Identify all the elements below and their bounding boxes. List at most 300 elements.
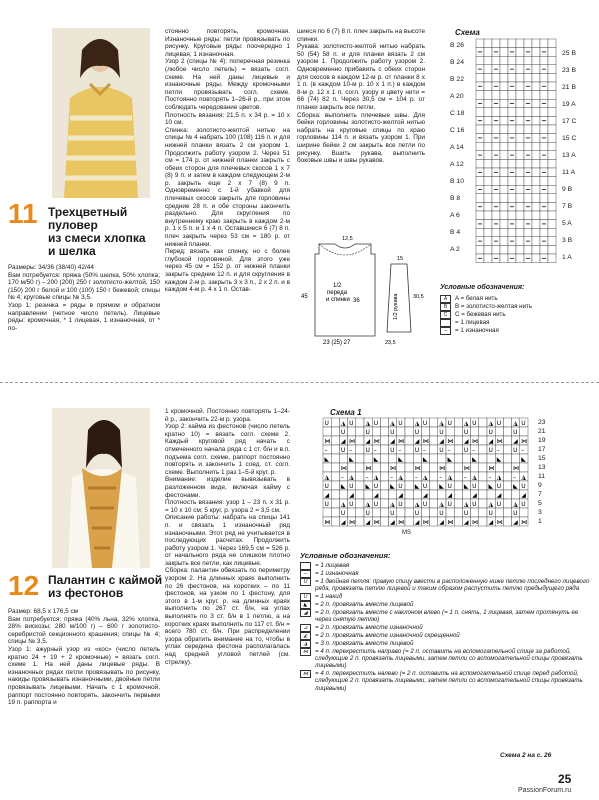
stitch-symbol: U <box>373 501 379 508</box>
grid-cell <box>548 245 556 254</box>
grid-cell <box>548 168 556 177</box>
grid-cell <box>540 177 548 186</box>
grid-cell <box>532 116 540 125</box>
svg-text:и спинки: и спинки <box>326 297 350 303</box>
grid-cell <box>500 108 508 117</box>
grid-cell <box>520 508 528 517</box>
stitch-symbol: U <box>439 429 444 436</box>
stitch-symbol: ⋈ <box>447 438 454 445</box>
stitch-symbol: ◣ <box>422 456 428 463</box>
grid-cell <box>492 194 500 203</box>
stitch-symbol: ◢ <box>439 438 444 445</box>
grid-cell <box>548 73 556 82</box>
stitch-symbol: ◮ <box>513 501 518 508</box>
photo-stole <box>52 408 150 568</box>
legend-item <box>440 303 590 311</box>
stitch-symbol: – <box>373 447 377 454</box>
grid-cell <box>413 490 421 499</box>
grid-cell <box>532 91 540 100</box>
grid-cell <box>520 427 528 436</box>
stitch-symbol: U <box>324 501 329 508</box>
stitch-symbol: U <box>398 420 403 427</box>
grid-cell <box>508 125 516 134</box>
label-sleeve-bottom: 23,5 <box>385 340 396 346</box>
stitch-symbol: U <box>488 429 493 436</box>
grid-cell <box>438 490 446 499</box>
grid-cell <box>492 91 500 100</box>
grid-cell <box>364 454 372 463</box>
grid-cell <box>548 237 556 246</box>
grid-cell <box>540 245 548 254</box>
stitch-symbol: ⋈ <box>349 438 356 445</box>
grid-cell <box>484 159 492 168</box>
label-top: 12,5 <box>342 236 353 242</box>
grid-cell <box>484 151 492 160</box>
legend-text: = 2 п. провязать вместе лицевой <box>315 600 414 608</box>
grid-cell <box>380 490 388 499</box>
legend-symbol: ◢ <box>300 609 311 617</box>
legend-item <box>300 562 590 570</box>
grid-cell <box>532 82 540 91</box>
legend-title-11: Условные обозначения: <box>440 284 525 291</box>
stitch-symbol: ◢ <box>414 519 420 526</box>
legend-symbol: ◮ <box>300 640 311 648</box>
grid-cell <box>503 463 511 472</box>
grid-cell <box>380 418 388 427</box>
grid-cell <box>548 48 556 57</box>
legend-text: = 1 накид <box>315 592 343 600</box>
grid-cell <box>331 445 339 454</box>
stitch-symbol: U <box>513 429 518 436</box>
legend-text: B = золотисто-желтая нить <box>455 303 533 310</box>
stitch-symbol: U <box>365 510 370 517</box>
grid-cell <box>524 228 532 237</box>
grid-cell <box>516 168 524 177</box>
grid-cell <box>479 463 487 472</box>
stitch-symbol: ⋈ <box>398 519 405 526</box>
stitch-symbol: ◮ <box>422 474 428 481</box>
grid-cell <box>484 142 492 151</box>
grid-cell <box>389 490 397 499</box>
legend-item <box>300 640 590 648</box>
p12-column-1: Размер: 68,5 х 176,5 см Вам потребуется: пряжа (40% льна, 32% хлопка, 28% вискозы; 280 м/100 г) – 600 г золотисто-серебристой секционного крашения; спицы № 4; спицы № 3,5. Узор 1: ажурный узор из «кос» (число петель кратно 24 + 19 + 2 кромочные) = вязать согл. схеме 1. На ней даны лицевые ряды. В изнаночных рядах петли провязывать по рисунку, накиды провязывать изнаночными, двойные петли провязывать лицевыми. Начать с 1 кромочной, раппорт постоянно повторять, закончить первыми 19 п. раппорта и <box>8 608 160 707</box>
stitch-symbol: ◮ <box>447 474 453 481</box>
grid-cell <box>532 151 540 160</box>
stitch-symbol: ⋈ <box>365 465 372 472</box>
row-label-right: 21 B <box>562 84 576 91</box>
grid-cell <box>430 445 438 454</box>
legend-text: = 2 п. провязать вместе изнаночной <box>315 623 423 631</box>
stitch-symbol: ⋈ <box>488 465 495 472</box>
grid-cell <box>484 108 492 117</box>
grid-cell <box>356 454 364 463</box>
stitch-symbol: U <box>365 447 370 454</box>
photo-pullover <box>52 28 150 198</box>
row-number: 9 <box>538 482 542 489</box>
grid-cell <box>484 39 492 48</box>
stitch-symbol: U <box>340 510 346 517</box>
stitch-symbol: ⋈ <box>447 519 454 526</box>
row-label-right: 13 A <box>562 152 576 159</box>
stitch-symbol: – <box>513 474 517 481</box>
legend-text: = 3 п. провязать вместе лицевой <box>315 639 414 647</box>
grid-cell <box>380 481 388 490</box>
stitch-symbol: ⋈ <box>324 519 331 526</box>
grid-cell <box>500 177 508 186</box>
grid-cell <box>405 499 413 508</box>
grid-cell <box>492 125 500 134</box>
grid-cell <box>430 463 438 472</box>
grid-cell <box>548 91 556 100</box>
legend-12 <box>300 562 590 692</box>
grid-cell <box>503 499 511 508</box>
grid-cell <box>484 245 492 254</box>
grid-cell <box>492 56 500 65</box>
stitch-symbol: ◣ <box>513 483 518 490</box>
model-title-12: Палантин с каймой из фестонов <box>48 573 163 600</box>
legend-symbol: – <box>440 327 451 335</box>
stitch-symbol: ◢ <box>463 519 469 526</box>
grid-cell <box>516 151 524 160</box>
grid-cell <box>476 125 484 134</box>
grid-cell <box>479 490 487 499</box>
legend-symbol: ⋈ <box>300 670 311 678</box>
grid-cell <box>500 202 508 211</box>
grid-cell <box>532 220 540 229</box>
grid-cell <box>492 108 500 117</box>
grid-cell <box>484 228 492 237</box>
grid-cell <box>516 134 524 143</box>
grid-cell <box>532 159 540 168</box>
grid-cell <box>503 418 511 427</box>
legend-text: = 1 лицевая <box>315 562 350 569</box>
grid-cell <box>331 481 339 490</box>
stitch-symbol: ◮ <box>324 474 330 481</box>
stitch-symbol: ◮ <box>521 474 526 481</box>
stitch-symbol: ◢ <box>390 519 395 526</box>
grid-cell <box>540 125 548 134</box>
grid-cell <box>356 427 364 436</box>
grid-cell <box>500 194 508 203</box>
grid-cell <box>405 490 413 499</box>
grid-cell <box>532 228 540 237</box>
row-label-left: A 6 <box>450 212 460 219</box>
grid-cell <box>405 508 413 517</box>
grid-cell <box>484 185 492 194</box>
stitch-symbol: ⋈ <box>422 438 429 445</box>
grid-cell <box>548 194 556 203</box>
grid-cell <box>508 228 516 237</box>
grid-cell <box>495 463 503 472</box>
grid-cell <box>479 454 487 463</box>
grid-cell <box>524 108 532 117</box>
grid-cell <box>500 82 508 91</box>
legend-text: = 4 п. перекрестить налево (= 2 п. оставить на вспомогательной спице перед работой, следующие 2 п. провязать лицевыми, затем петли со вспомогательной спицы провязать лицевыми) <box>315 669 583 692</box>
stitch-symbol: U <box>414 429 420 436</box>
grid-cell <box>484 237 492 246</box>
section-divider <box>0 382 599 383</box>
stitch-symbol: ◮ <box>365 420 371 427</box>
stitch-symbol: U <box>398 483 403 490</box>
stitch-symbol: ◮ <box>340 420 346 427</box>
stitch-symbol: U <box>472 483 477 490</box>
label-30-5: 30,5 <box>413 294 424 300</box>
grid-cell <box>476 194 484 203</box>
grid-cell <box>484 125 492 134</box>
grid-cell <box>454 490 462 499</box>
stitch-symbol: ◢ <box>447 492 453 499</box>
grid-cell <box>500 56 508 65</box>
grid-cell <box>500 73 508 82</box>
grid-cell <box>503 454 511 463</box>
grid-cell <box>484 220 492 229</box>
label-sleeve: 1/2 рукава <box>393 293 399 320</box>
grid-cell <box>356 418 364 427</box>
legend-item <box>300 570 590 578</box>
legend-symbol: ⊿ <box>300 624 311 632</box>
row-number: 3 <box>538 509 542 516</box>
stitch-symbol: ◣ <box>521 456 526 463</box>
grid-cell <box>380 427 388 436</box>
grid-cell <box>484 116 492 125</box>
grid-cell <box>516 39 524 48</box>
grid-cell <box>484 177 492 186</box>
grid-cell <box>430 508 438 517</box>
stitch-symbol: ◮ <box>513 420 518 427</box>
grid-cell <box>524 211 532 220</box>
stitch-symbol: ◮ <box>390 501 395 508</box>
grid-cell <box>356 481 364 490</box>
stitch-symbol: U <box>340 447 346 454</box>
grid-cell <box>495 508 503 517</box>
stitch-symbol: U <box>488 447 493 454</box>
grid-cell <box>476 159 484 168</box>
grid-cell <box>484 211 492 220</box>
row-label-left: B 22 <box>450 76 464 83</box>
grid-cell <box>524 194 532 203</box>
grid-cell <box>471 427 479 436</box>
grid-cell <box>524 56 532 65</box>
stitch-symbol: ◢ <box>439 519 444 526</box>
grid-cell <box>524 142 532 151</box>
grid-cell <box>508 142 516 151</box>
grid-cell <box>405 463 413 472</box>
row-label-left: A 20 <box>450 93 464 100</box>
stitch-symbol: U <box>324 483 329 490</box>
grid-cell <box>548 151 556 160</box>
stitch-symbol: – <box>488 474 492 481</box>
grid-cell <box>532 142 540 151</box>
grid-cell <box>532 56 540 65</box>
row-label-right: 9 B <box>562 186 573 193</box>
grid-cell <box>430 472 438 481</box>
grid-cell <box>492 177 500 186</box>
stitch-symbol: – <box>365 474 369 481</box>
grid-cell <box>516 202 524 211</box>
model-number-12: 12 <box>8 570 40 601</box>
ms-label: MS <box>402 530 411 536</box>
grid-cell <box>516 82 524 91</box>
stitch-symbol: U <box>398 501 403 508</box>
row-number: 5 <box>538 500 542 507</box>
grid-cell <box>500 245 508 254</box>
row-label-right: 15 C <box>562 135 577 142</box>
grid-cell <box>516 65 524 74</box>
row-label-left: A 12 <box>450 161 464 168</box>
grid-cell <box>532 99 540 108</box>
stitch-symbol: U <box>349 483 354 490</box>
grid-cell <box>380 508 388 517</box>
grid-cell <box>520 463 528 472</box>
stitch-symbol: ◢ <box>414 438 420 445</box>
grid-cell <box>500 39 508 48</box>
grid-cell <box>548 159 556 168</box>
legend-text: = 1 двойная петля: правую спицу ввести в расположенную ниже петлю последнего лицевого ряда, провязать петлю лицевой и таким образом распустить петлю предыдущего ряда <box>315 578 590 593</box>
legend-item <box>300 624 590 632</box>
grid-cell <box>516 159 524 168</box>
grid-cell <box>323 463 331 472</box>
grid-cell <box>532 108 540 117</box>
stitch-symbol: ◢ <box>349 492 354 499</box>
legend-text: = 1 изнаночная <box>455 327 499 334</box>
grid-cell <box>430 427 438 436</box>
grid-cell <box>397 463 405 472</box>
grid-cell <box>421 508 429 517</box>
pattern-sketch-11 <box>297 232 422 350</box>
stitch-symbol: ⋈ <box>439 465 446 472</box>
grid-cell <box>405 454 413 463</box>
grid-cell <box>516 116 524 125</box>
stitch-symbol: – <box>349 447 353 454</box>
stitch-symbol: U <box>422 483 428 490</box>
grid-cell <box>446 508 454 517</box>
grid-cell <box>484 202 492 211</box>
schema1-row-numbers <box>538 418 558 526</box>
grid-cell <box>484 73 492 82</box>
legend-text: = 2 п. провязать вместе изнаночной скрещенной <box>315 631 460 639</box>
grid-cell <box>454 436 462 445</box>
stitch-symbol: – <box>390 474 394 481</box>
grid-cell <box>331 463 339 472</box>
legend-symbol: B <box>440 303 451 311</box>
legend-symbol: U <box>300 578 311 586</box>
legend-text: = 1 лицевая <box>455 319 490 326</box>
stitch-symbol: – <box>398 447 402 454</box>
grid-cell <box>484 99 492 108</box>
stitch-symbol: ◮ <box>414 501 420 508</box>
stitch-symbol: ◣ <box>398 456 403 463</box>
grid-cell <box>540 142 548 151</box>
stitch-symbol: ⋈ <box>463 465 470 472</box>
stitch-symbol: – <box>422 447 426 454</box>
grid-cell <box>476 142 484 151</box>
grid-cell <box>492 73 500 82</box>
grid-cell <box>500 237 508 246</box>
grid-cell <box>479 517 487 526</box>
legend-text: = 2 п. провязать вместе с наклоном влево (= 1 п. снять, 1 лицевая, затем протянуть ее через снятую петлю) <box>315 608 579 624</box>
stitch-symbol: ◢ <box>373 492 379 499</box>
grid-cell <box>508 73 516 82</box>
grid-cell <box>548 108 556 117</box>
grid-cell <box>476 39 484 48</box>
grid-cell <box>405 481 413 490</box>
stitch-symbol: ◢ <box>365 519 371 526</box>
grid-cell <box>500 48 508 57</box>
grid-cell <box>503 517 511 526</box>
grid-cell <box>500 168 508 177</box>
grid-cell <box>500 220 508 229</box>
stitch-symbol: ◢ <box>472 492 477 499</box>
legend-symbol: U <box>300 593 311 601</box>
grid-cell <box>492 159 500 168</box>
row-number: 17 <box>538 446 546 453</box>
grid-cell <box>454 454 462 463</box>
grid-cell <box>500 91 508 100</box>
legend-item <box>300 593 590 601</box>
row-label-right: 19 A <box>562 101 576 108</box>
grid-cell <box>548 65 556 74</box>
row-label-right: 23 B <box>562 67 576 74</box>
grid-cell <box>484 254 492 263</box>
svg-text:переда: переда <box>327 290 347 296</box>
grid-cell <box>532 65 540 74</box>
stitch-symbol: – <box>439 474 443 481</box>
row-label-right: 7 B <box>562 203 573 210</box>
stitch-symbol: U <box>513 447 518 454</box>
legend-symbol: C <box>440 311 451 319</box>
grid-cell <box>356 499 364 508</box>
grid-cell <box>476 228 484 237</box>
grid-cell <box>540 194 548 203</box>
legend-symbol <box>440 319 451 327</box>
row-label-left: C 16 <box>450 127 465 134</box>
grid-cell <box>446 463 454 472</box>
grid-cell <box>356 490 364 499</box>
grid-cell <box>524 91 532 100</box>
grid-cell <box>503 436 511 445</box>
grid-cell <box>430 517 438 526</box>
row-label-right: 17 C <box>562 118 577 125</box>
grid-cell <box>430 490 438 499</box>
stitch-symbol: U <box>439 510 444 517</box>
stitch-symbol: U <box>324 420 329 427</box>
grid-cell <box>471 463 479 472</box>
stitch-symbol: ◣ <box>340 483 346 490</box>
grid-cell <box>487 490 495 499</box>
grid-cell <box>372 463 380 472</box>
label-36: 36 <box>353 298 360 304</box>
grid-cell <box>331 499 339 508</box>
legend-item <box>440 319 590 327</box>
grid-cell <box>532 48 540 57</box>
stitch-symbol: ◮ <box>488 501 494 508</box>
legend-item <box>440 311 590 319</box>
stitch-symbol: ◢ <box>324 492 330 499</box>
grid-cell <box>503 445 511 454</box>
grid-cell <box>454 481 462 490</box>
legend-symbol <box>300 562 311 570</box>
grid-cell <box>348 463 356 472</box>
grid-cell <box>454 463 462 472</box>
label-45: 45 <box>301 294 308 300</box>
legend-item <box>300 648 590 670</box>
grid-cell <box>471 508 479 517</box>
grid-cell <box>380 472 388 481</box>
schema-grid-11 <box>450 37 590 267</box>
stitch-symbol: U <box>373 483 379 490</box>
grid-cell <box>479 472 487 481</box>
stitch-symbol: U <box>463 510 469 517</box>
